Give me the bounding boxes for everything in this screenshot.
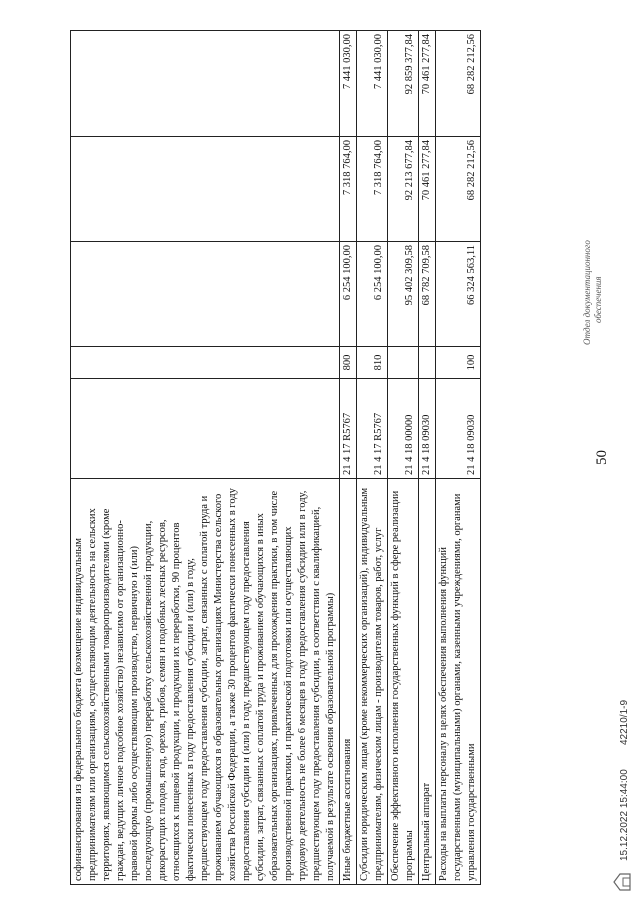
row-expense-type: 800 bbox=[340, 347, 357, 379]
row-amount-3: 7 441 030,00 bbox=[357, 31, 388, 137]
row-expense-type: 810 bbox=[357, 347, 388, 379]
row-amount-1: 95 402 309,58 bbox=[388, 242, 419, 347]
row-code bbox=[71, 379, 340, 479]
row-amount-3: 70 461 277,84 bbox=[419, 31, 436, 137]
row-code: 21 4 17 R5767 bbox=[340, 379, 357, 479]
department-stamp bbox=[582, 240, 604, 345]
row-expense-type bbox=[388, 347, 419, 379]
row-amount-2: 68 282 212,56 bbox=[436, 137, 481, 242]
table-row bbox=[71, 31, 340, 885]
budget-table bbox=[70, 30, 481, 885]
row-name: Расходы на выплаты персоналу в целях обеспечения выполнения функций государственными (муниципальными) органами, казенными учреждениями, органами управления государственными bbox=[436, 479, 481, 885]
page-number: 50 bbox=[594, 450, 610, 465]
row-amount-1: 6 254 100,00 bbox=[357, 242, 388, 347]
row-code: 21 4 18 09030 bbox=[436, 379, 481, 479]
footer-timestamp: 15.12.2022 15:44:00 bbox=[619, 769, 630, 861]
row-amount-3: 68 282 212,56 bbox=[436, 31, 481, 137]
row-name: Иные бюджетные ассигнования bbox=[340, 479, 357, 885]
budget-table-body bbox=[71, 31, 481, 885]
row-amount-2: 70 461 277,84 bbox=[419, 137, 436, 242]
row-amount-1: 68 782 709,58 bbox=[419, 242, 436, 347]
row-code: 21 4 18 09030 bbox=[419, 379, 436, 479]
row-amount-1 bbox=[71, 242, 340, 347]
row-expense-type bbox=[419, 347, 436, 379]
stamp-line-1: Отдел документационного bbox=[582, 240, 592, 345]
row-amount-2: 92 213 677,84 bbox=[388, 137, 419, 242]
table-row bbox=[340, 31, 357, 885]
row-name: Центральный аппарат bbox=[419, 479, 436, 885]
row-amount-2 bbox=[71, 137, 340, 242]
row-amount-3: 7 441 030,00 bbox=[340, 31, 357, 137]
row-code: 21 4 17 R5767 bbox=[357, 379, 388, 479]
row-name: Обеспечение эффективного исполнения государственных функций в сфере реализации программы bbox=[388, 479, 419, 885]
row-amount-2: 7 318 764,00 bbox=[357, 137, 388, 242]
row-name: Субсидии юридическим лицам (кроме некоммерческих организаций), индивидуальным предпринимателям, физическим лицам - производителям товаров, работ, услуг bbox=[357, 479, 388, 885]
row-amount-3: 92 859 377,84 bbox=[388, 31, 419, 137]
table-row bbox=[419, 31, 436, 885]
row-amount-3 bbox=[71, 31, 340, 137]
row-expense-type: 100 bbox=[436, 347, 481, 379]
row-amount-1: 66 324 563,11 bbox=[436, 242, 481, 347]
table-row bbox=[357, 31, 388, 885]
table-row bbox=[388, 31, 419, 885]
emblem-icon bbox=[612, 871, 632, 893]
footer-doc-number: 42210/1-9 bbox=[619, 699, 630, 745]
row-amount-2: 7 318 764,00 bbox=[340, 137, 357, 242]
table-row bbox=[436, 31, 481, 885]
row-code: 21 4 18 00000 bbox=[388, 379, 419, 479]
stamp-line-2: обеспечения bbox=[593, 276, 603, 323]
row-name: софинансирования из федерального бюджета (возмещение индивидуальным предпринимателям или организациям, осуществляющим деятельность на сельских территориях, являющимся сельскохозяйственными товаропроизводителями (кроме граждан, ведущих личное подсобное хозяйство) независимо от организационно-правовой формы либо осуществляющим производство, первичную и (или) последующую (промышленную) переработку сельскохозяйственной продукции, дикорастущих плодов, ягод, орехов, грибов, семян и подобных лесных ресурсов, относящихся к пищевой продукции, и продукции их переработки, 90 процентов фактически понесенных в году предоставления субсидии и (или) в году, предшествующем году предоставления субсидии, затрат, связанных с оплатой труда и проживанием обучающихся в образовательных организациях Министерства сельского хозяйства Российской Федерации, а также 30 процентов фактически понесенных в году предоставления субсидии и (или) в году, предшествующем году предоставления субсидии, затрат, связанных с оплатой труда и проживанием обучающихся в иных образовательных организациях, привлеченных для прохождения практики, в том числе производственной практики, и практической подготовки или осуществляющих трудовую деятельность не более 6 месяцев в году предоставления субсидии или в году, предшествующем году предоставления субсидии, в соответствии с квалификацией, получаемой в результате освоения образовательной программы) bbox=[71, 479, 340, 885]
row-amount-1: 6 254 100,00 bbox=[340, 242, 357, 347]
row-expense-type bbox=[71, 347, 340, 379]
